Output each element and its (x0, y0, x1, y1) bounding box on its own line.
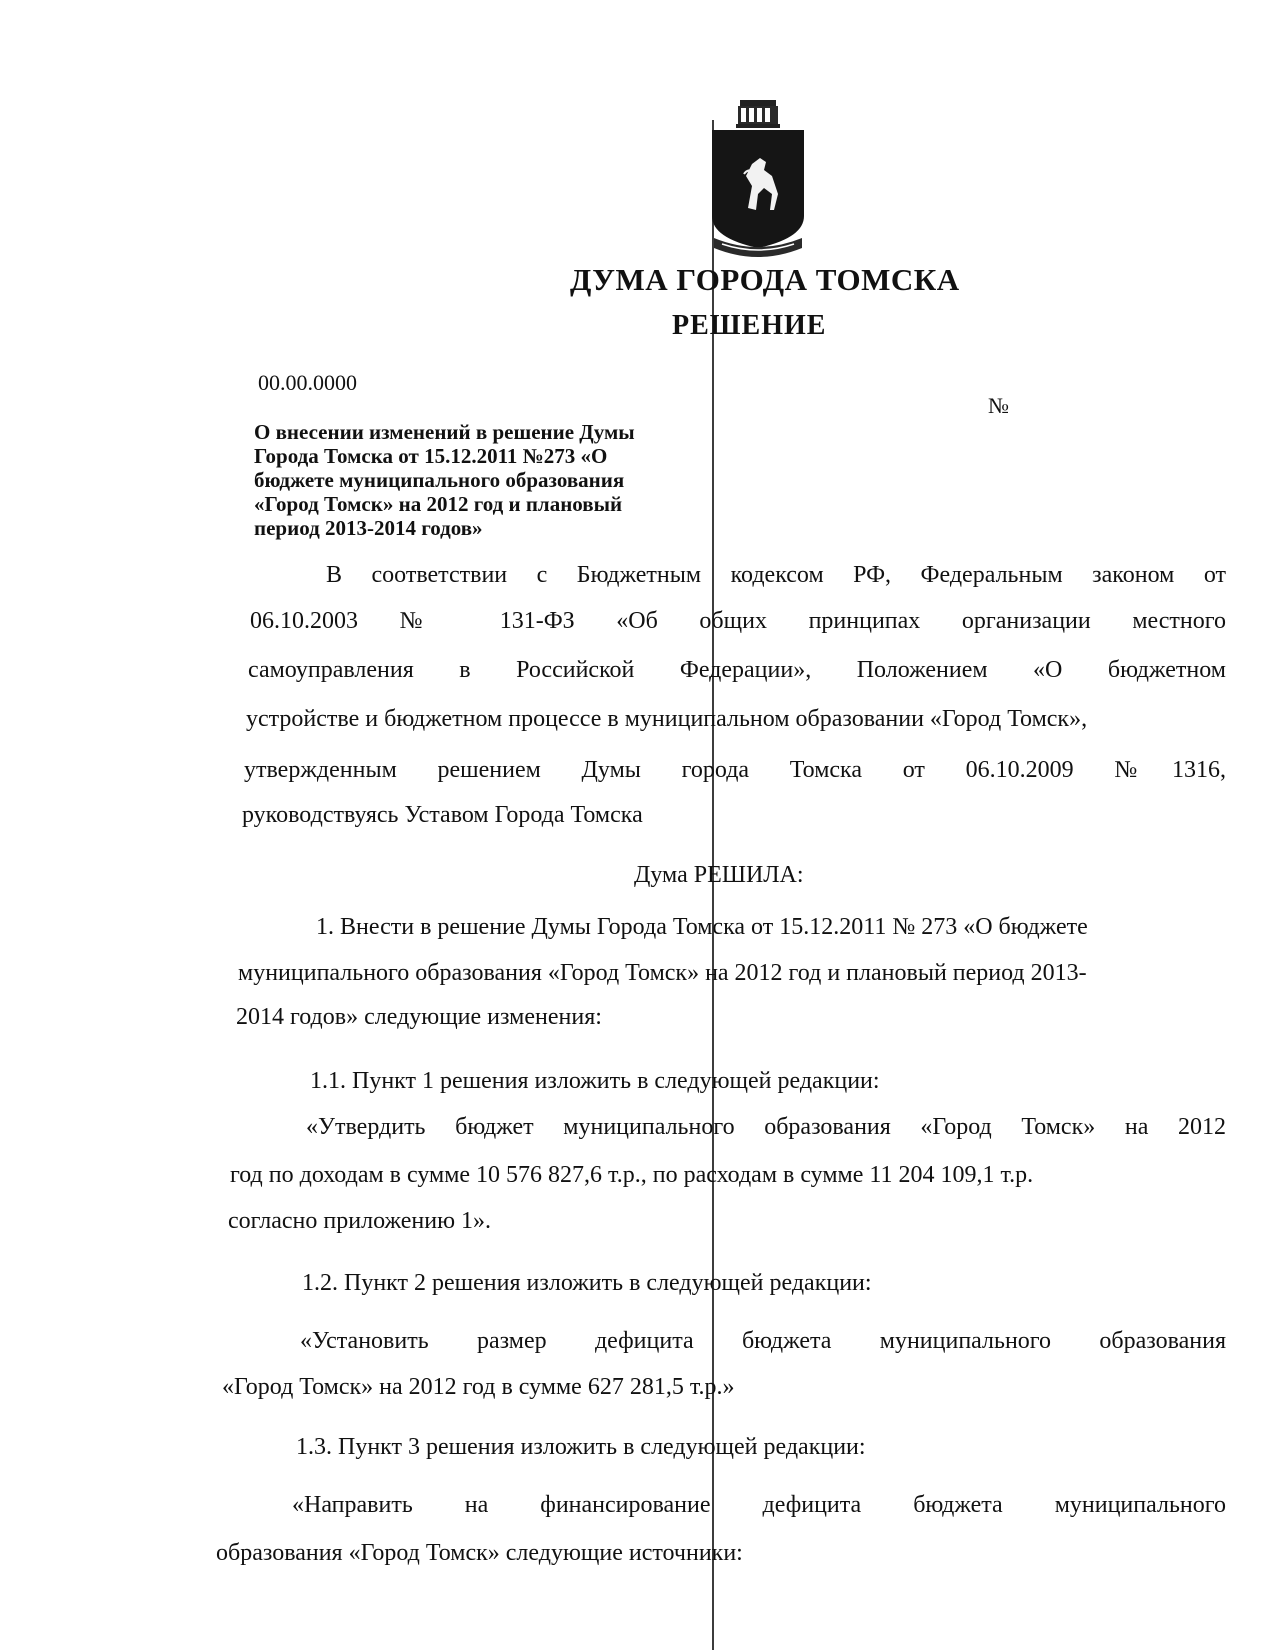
item-1-3-line: «Направить на финансирование дефицита бюджета муниципального (292, 1492, 1226, 1518)
item-1-1-line: «Утвердить бюджет муниципального образования «Город Томск» на 2012 (306, 1114, 1226, 1140)
document-subject (254, 420, 734, 540)
document-date: 00.00.0000 (258, 370, 357, 395)
item-1-2-line: «Город Томск» на 2012 год в сумме 627 281,5 т.р.» (222, 1374, 735, 1400)
preamble-line: В соответствии с Бюджетным кодексом РФ, Федеральным законом от (326, 562, 1226, 588)
preamble-line: утвержденным решением Думы города Томска от 06.10.2009 №1316, (244, 757, 1226, 783)
subject-line: Города Томска от 15.12.2011 №273 «О (254, 444, 608, 468)
item-1-3-line: образования «Город Томск» следующие источники: (216, 1540, 743, 1566)
item-1-1-line: согласно приложению 1». (228, 1208, 492, 1234)
item-1-line: 2014 годов» следующие изменения: (236, 1004, 602, 1030)
preamble-line: руководствуясь Уставом Города Томска (242, 802, 643, 828)
preamble-line: самоуправления в Российской Федерации», Положением «О бюджетном (248, 657, 1226, 683)
preamble-line: устройстве и бюджетном процессе в муниципальном образовании «Город Томск», (246, 706, 1088, 732)
preamble-line: 06.10.2003 № 131-ФЗ «Об общих принципах организации местного (250, 608, 1226, 634)
item-1-1-heading: 1.1. Пункт 1 решения изложить в следующей редакции: (310, 1068, 880, 1094)
item-1-2-heading: 1.2. Пункт 2 решения изложить в следующей редакции: (302, 1270, 872, 1296)
item-1-2-line: «Установить размер дефицита бюджета муниципального образования (300, 1328, 1226, 1354)
resolved-heading: Дума РЕШИЛА: (634, 862, 804, 888)
subject-line: период 2013-2014 годов» (254, 516, 483, 540)
item-1-line: 1. Внести в решение Думы Города Томска от 15.12.2011 № 273 «О бюджете (316, 914, 1088, 940)
subject-line: бюджете муниципального образования (254, 468, 625, 492)
tomsk-coat-of-arms-icon (708, 98, 808, 268)
subject-line: О внесении изменений в решение Думы (254, 420, 635, 444)
document-kind: РЕШЕНИЕ (672, 310, 827, 341)
document-number-label: № (988, 393, 1009, 418)
subject-line: «Город Томск» на 2012 год и плановый (254, 492, 623, 516)
item-1-3-heading: 1.3. Пункт 3 решения изложить в следующей редакции: (296, 1434, 866, 1460)
org-title: ДУМА ГОРОДА ТОМСКА (570, 262, 960, 297)
item-1-line: муниципального образования «Город Томск» на 2012 год и плановый период 2013- (238, 960, 1087, 986)
item-1-1-line: год по доходам в сумме 10 576 827,6 т.р., по расходам в сумме 11 204 109,1 т.р. (230, 1162, 1034, 1188)
